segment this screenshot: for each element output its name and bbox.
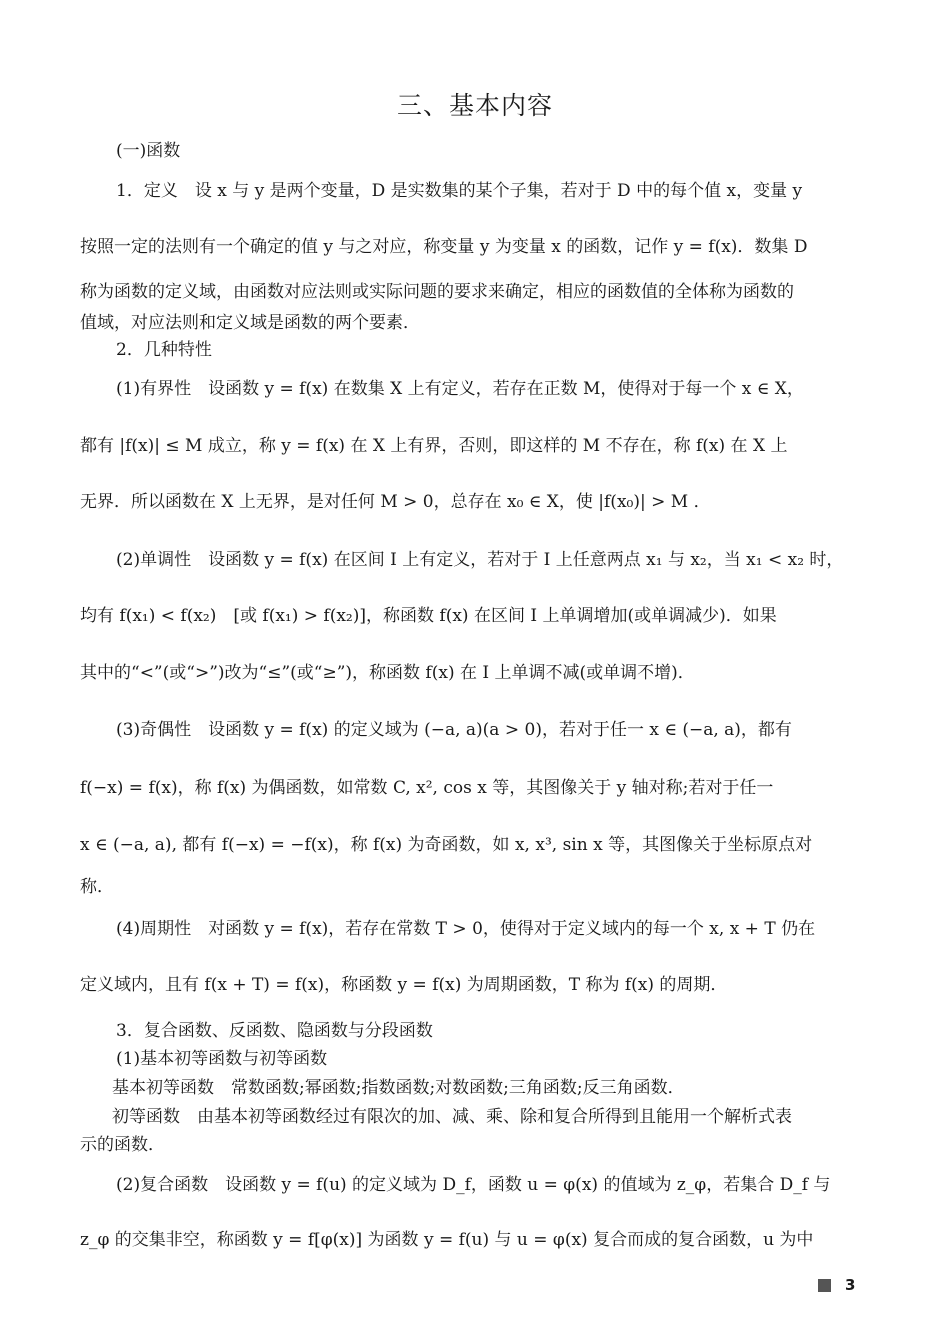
paragraph-line: f(−x) = f(x)，称 f(x) 为偶函数，如常数 C, x², cos x 等，其图像关于 y 轴对称;若对于任一 <box>80 778 774 798</box>
paragraph-line: (3)奇偶性 设函数 y = f(x) 的定义域为 (−a, a)(a > 0)，若对于任一 x ∈ (−a, a)，都有 <box>116 720 792 740</box>
subitem-heading: (1)基本初等函数与初等函数 <box>116 1049 328 1069</box>
paragraph-line: 其中的“<”(或“>”)改为“≤”(或“≥”)，称函数 f(x) 在 I 上单调不减(或单调不增)． <box>80 663 695 683</box>
paragraph-line: 均有 f(x₁) < f(x₂) [或 f(x₁) > f(x₂)]，称函数 f(x) 在区间 I 上单调增加(或单调减少)．如果 <box>80 606 777 626</box>
paragraph-line: (1)有界性 设函数 y = f(x) 在数集 X 上有定义，若存在正数 M，使得对于每一个 x ∈ X， <box>116 379 804 399</box>
paragraph-line: 无界．所以函数在 X 上无界，是对任何 M > 0，总存在 x₀ ∈ X，使 |f(x₀)| > M ． <box>80 492 711 512</box>
page-number: 3 <box>845 1276 856 1294</box>
paragraph-line: 1．定义 设 x 与 y 是两个变量，D 是实数集的某个子集，若对于 D 中的每个值 x，变量 y <box>116 181 803 201</box>
paragraph-line: 称为函数的定义域，由函数对应法则或实际问题的要求来确定，相应的函数值的全体称为函数的 <box>80 282 794 302</box>
paragraph-line: 示的函数． <box>80 1135 165 1155</box>
section-title: 三、基本内容 <box>396 91 553 120</box>
paragraph-line: 称． <box>80 877 114 897</box>
paragraph-line: 初等函数 由基本初等函数经过有限次的加、减、乘、除和复合所得到且能用一个解析式表 <box>112 1107 792 1127</box>
paragraph-line: 定义域内，且有 f(x + T) = f(x)，称函数 y = f(x) 为周期函数，T 称为 f(x) 的周期． <box>80 975 728 995</box>
paragraph-line: 基本初等函数 常数函数;幂函数;指数函数;对数函数;三角函数;反三角函数． <box>112 1078 685 1098</box>
paragraph-line: 都有 |f(x)| ≤ M 成立，称 y = f(x) 在 X 上有界，否则，即这样的 M 不存在，称 f(x) 在 X 上 <box>80 436 788 456</box>
paragraph-line: 按照一定的法则有一个确定的值 y 与之对应，称变量 y 为变量 x 的函数，记作 y = f(x)．数集 D <box>80 237 808 257</box>
paragraph-line: (2)复合函数 设函数 y = f(u) 的定义域为 D_f，函数 u = φ(x) 的值域为 z_φ，若集合 D_f 与 <box>116 1175 831 1195</box>
item-heading: 3．复合函数、反函数、隐函数与分段函数 <box>116 1021 433 1041</box>
page-marker-square <box>818 1279 831 1292</box>
paragraph-line: x ∈ (−a, a), 都有 f(−x) = −f(x)，称 f(x) 为奇函数，如 x, x³, sin x 等，其图像关于坐标原点对 <box>80 835 813 855</box>
paragraph-line: (2)单调性 设函数 y = f(x) 在区间 I 上有定义，若对于 I 上任意两点 x₁ 与 x₂，当 x₁ < x₂ 时， <box>116 550 844 570</box>
paragraph-line: (4)周期性 对函数 y = f(x)，若存在常数 T > 0，使得对于定义域内的每一个 x, x + T 仍在 <box>116 919 816 939</box>
subsection-heading: (一)函数 <box>116 141 181 161</box>
item-heading: 2．几种特性 <box>116 340 212 360</box>
paragraph-line: z_φ 的交集非空，称函数 y = f[φ(x)] 为函数 y = f(u) 与 u = φ(x) 复合而成的复合函数，u 为中 <box>80 1230 814 1250</box>
paragraph-line: 值域，对应法则和定义域是函数的两个要素． <box>80 313 420 333</box>
